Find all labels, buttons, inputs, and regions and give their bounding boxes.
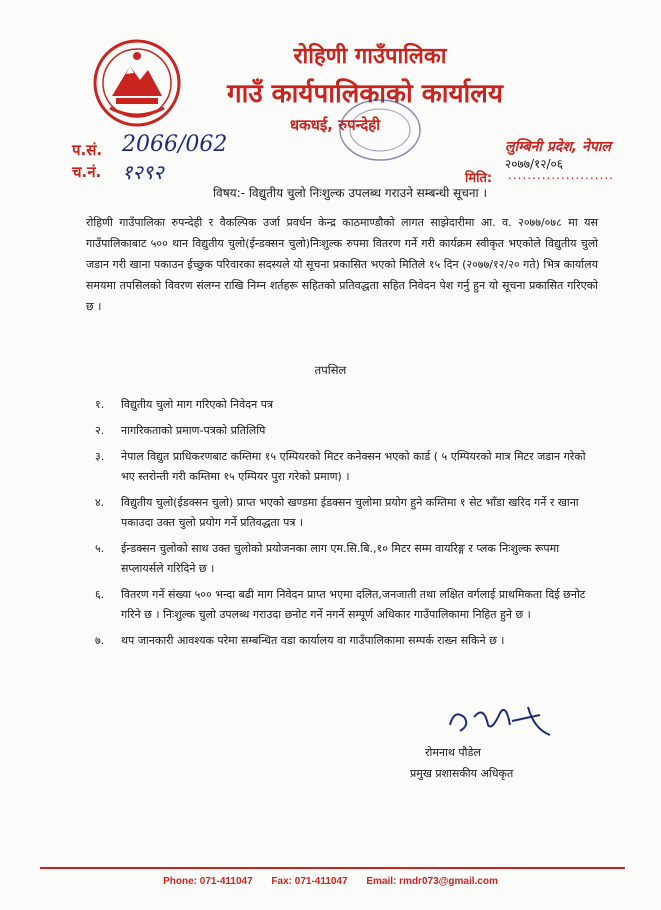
list-item-text: थप जानकारी आवश्यक परेमा सम्बन्धित वडा कार्यालय वा गाउँपालिकामा सम्पर्क राख्न सकिने छ । <box>121 634 505 647</box>
list-item-text: विद्युतीय चुलो माग गरिएको निवेदन पत्र <box>121 398 274 411</box>
subject-line: विषय:- विद्युतीय चुलो निःशुल्क उपलब्ध गराउने सम्बन्धी सूचना । <box>212 186 488 200</box>
list-item <box>95 631 595 651</box>
notice-body-paragraph: रोहिणी गाउँपालिका रुपन्देही र वैकल्पिक उर्जा प्रवर्धन केन्द्र काठमाण्डौको लागत साझेदारीमा आ. व. २०७७/०७८ मा यस गाउँपालिकाबाट ५०० थान विद्युतीय चुलो(ईन्डक्सन चुलो)निःशुल्क रुपमा वितरण गर्ने गरी कार्यक्रम स्वीकृत भएकोले विद्युतीय चुलो जडान गरी खाना पकाउन ईच्छुक परिवारका सदस्यले यो सूचना प्रकासित भएको मितिले १५ दिन (२०७७/१२/२० गते) भित्र कार्यालय समयमा तपसिलको विवरण संलग्न राखि निम्न शर्तहरू सहितको प्रतिवद्धता सहित निवेदन पेश गर्नु हुन यो सूचना प्रकासित गरिएको छ । <box>86 216 598 313</box>
list-item <box>95 539 595 579</box>
ref-number-value: 2066/062 <box>122 132 228 157</box>
list-item-number: २. <box>95 424 105 437</box>
details-heading: तपसिल <box>314 363 347 377</box>
list-item <box>95 447 595 487</box>
date-label: मिति: <box>465 171 493 186</box>
signatory-name: रोमनाथ पौडेल <box>425 746 481 759</box>
footer-fax: Fax: 071-411047 <box>271 876 348 887</box>
signature <box>440 695 560 745</box>
footer-divider <box>40 867 625 869</box>
list-item-text: नेपाल विद्युत प्राधिकरणबाट कम्तिमा १५ एम्पियरको मिटर कनेक्सन भएको कार्ड ( ५ एम्पियरको मात्र मिटर जडान गरेको भए स्तरोन्ती गरी कम्तिमा १५ एम्पियर पुरा गरेको प्रमाण) । <box>121 450 586 483</box>
dispatch-number-label: च.नं. <box>72 163 102 181</box>
office-address: धकधई, रुपन्देही <box>289 116 381 134</box>
dispatch-number-value: १२९२ <box>122 160 164 184</box>
list-item-text: नागरिकताको प्रमाण-पत्रको प्रतिलिपि <box>121 424 266 437</box>
footer-contact <box>0 876 661 887</box>
municipality-name: रोहिणी गाउँपालिका <box>293 44 447 69</box>
date-dotted-line: ...................... <box>508 168 614 182</box>
list-item-number: ७. <box>95 634 105 647</box>
province-label: लुम्बिनी प्रदेश, नेपाल <box>505 139 611 155</box>
list-item <box>95 421 595 441</box>
footer-email[interactable]: Email: rmdr073@gmail.com <box>366 876 498 887</box>
list-item-number: ४. <box>95 496 105 509</box>
ref-number-label: प.सं. <box>72 141 103 159</box>
list-item <box>95 585 595 625</box>
list-item <box>95 395 595 415</box>
list-item-text: विद्युतीय चुलो(ईडक्सन चुलो) प्राप्त भएको खण्डमा ईडक्सन चुलोमा प्रयोग हुने कम्तिमा १ सेट भाँडा खरिद गर्ने र खाना पकाउदा उक्त चुलो प्रयोग गर्ने प्रतिवद्धता पत्र । <box>121 496 579 529</box>
list-item-text: ईन्डक्सन चुलोको साथ उक्त चुलोको प्रयोजनका लाग एम.सि.बि.,१० मिटर सम्म वायरिङ्ग र प्लक निःशुल्क रूपमा सप्लायर्सले गरिदिने छ । <box>121 542 560 575</box>
conditions-list <box>95 395 595 657</box>
signatory-title: प्रमुख प्रशासकीय अधिकृत <box>410 767 514 780</box>
nepal-emblem-logo <box>92 38 182 128</box>
list-item-number: ३. <box>95 450 105 463</box>
office-stamp <box>335 95 425 165</box>
list-item <box>95 493 595 533</box>
list-item-number: ५. <box>95 542 105 555</box>
office-name: गाउँ कार्यपालिकाको कार्यालय <box>227 79 503 109</box>
list-item-number: ६. <box>95 588 105 601</box>
footer-phone: Phone: 071-411047 <box>163 876 253 887</box>
list-item-text: वितरण गर्ने संख्या ५०० भन्दा बढी माग निवेदन प्राप्त भएमा दलित,जनजाती तथा लक्षित वर्गलाई प्राथमिकता दिई छनोट गरिने छ । निःशुल्क चुलो उपलब्ध गराउदा छनोट गर्ने नगर्ने सम्पूर्ण अधिकार गाउँपालिकामा निहित हुने छ । <box>121 588 586 621</box>
list-item-number: १. <box>95 398 105 411</box>
date-value: २०७७/१२/०६ <box>505 157 564 171</box>
